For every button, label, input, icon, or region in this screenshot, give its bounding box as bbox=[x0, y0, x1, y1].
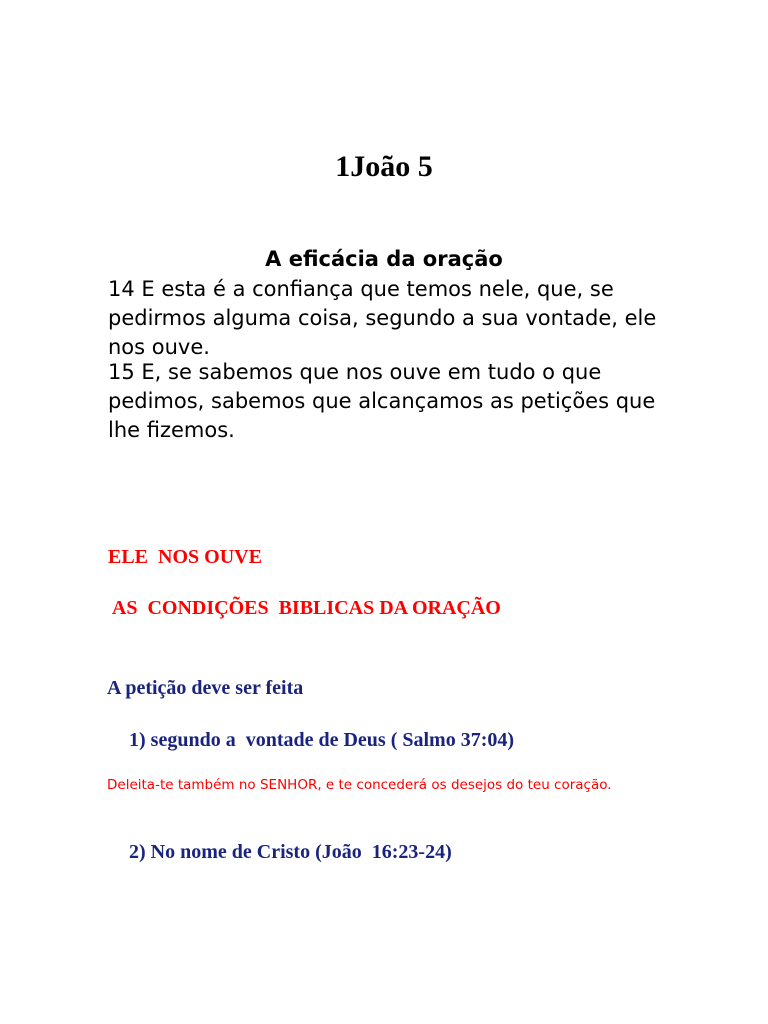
section-heading: A eficácia da oração bbox=[265, 247, 503, 271]
verse-15: 15 E, se sabemos que nos ouve em tudo o que pedimos, sabemos que alcançamos as petições que lhe fizemos. bbox=[108, 360, 656, 442]
page-title: 1João 5 bbox=[335, 150, 433, 183]
ele-nos-ouve-heading: ELE NOS OUVE bbox=[108, 546, 262, 568]
condition-item-1: 1) segundo a vontade de Deus ( Salmo 37:04) bbox=[129, 729, 515, 751]
condition-item-2: 2) No nome de Cristo (João 16:23-24) bbox=[129, 841, 452, 863]
petition-intro: A petição deve ser feita bbox=[107, 677, 304, 699]
conditions-heading: AS CONDIÇÕES BIBLICAS DA ORAÇÃO bbox=[108, 597, 501, 619]
psalm-quote: Deleita-te também no SENHOR, e te concederá os desejos do teu coração. bbox=[107, 777, 612, 793]
verse-14: 14 E esta é a confiança que temos nele, que, se pedirmos alguma coisa, segundo a sua vontade, ele nos ouve. bbox=[108, 277, 657, 359]
